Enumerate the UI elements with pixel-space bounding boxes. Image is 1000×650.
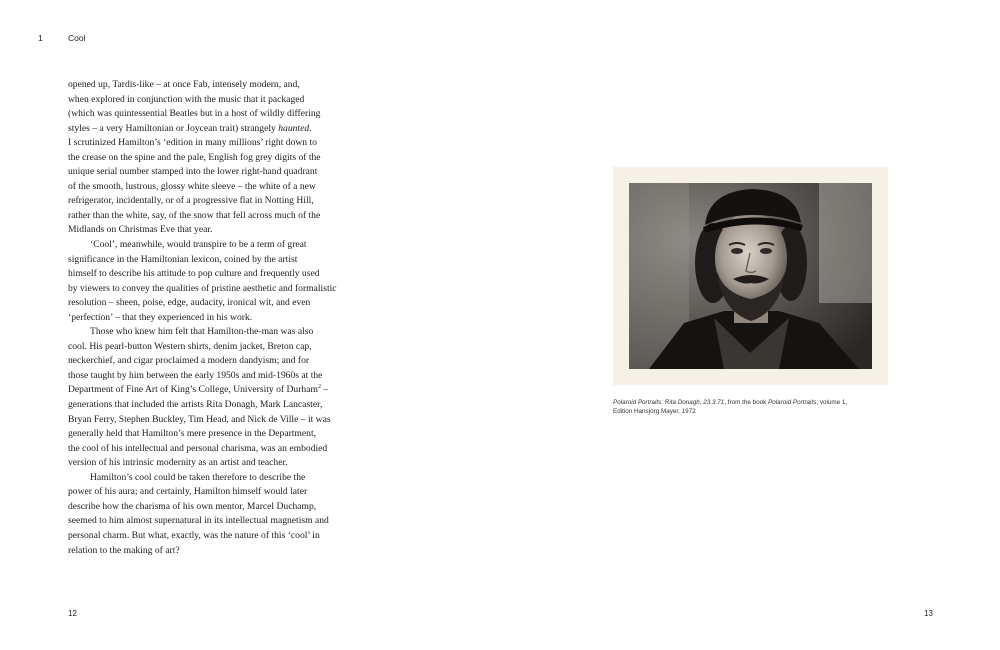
text-line: opened up, Tardis-like – at once Fab, intensely modern, and, bbox=[68, 79, 300, 90]
caption-line-1: Polaroid Portraits: Rita Donagh, 23.3.71, from the book Polaroid Portraits, volume 1, bbox=[613, 399, 848, 406]
text-line: ‘Cool’, meanwhile, would transpire to be a term of great bbox=[90, 239, 307, 251]
text-line: generally held that Hamilton’s mere presence in the Department, bbox=[68, 428, 317, 440]
text-line: personal charm. But what, exactly, was the nature of this ‘cool’ in bbox=[68, 529, 320, 541]
text-line: rather than the white, say, of the snow that fell across much of the bbox=[68, 209, 321, 221]
text-line: styles – a very Hamiltonian or Joycean trait) strangely haunted. bbox=[68, 122, 312, 134]
text-line: unique serial number stamped into the lower right-hand quadrant bbox=[68, 166, 318, 178]
text-line: of the smooth, lustrous, glossy white sleeve – the white of a new bbox=[68, 180, 316, 192]
text-line: Those who knew him felt that Hamilton-the-man was also bbox=[90, 326, 314, 338]
text-line: ‘perfection’ – that they experienced in his work. bbox=[68, 311, 253, 323]
emphasis-haunted: haunted bbox=[278, 122, 310, 134]
page-number-left: 12 bbox=[68, 609, 77, 618]
text-line: when explored in conjunction with the music that it packaged bbox=[68, 93, 305, 105]
text-line: power of his aura; and certainly, Hamilton himself would later bbox=[68, 486, 308, 498]
text-line: cool. His pearl-button Western shirts, denim jacket, Breton cap, bbox=[68, 340, 312, 352]
text-line: the crease on the spine and the pale, English fog grey digits of the bbox=[68, 151, 321, 163]
text-line: resolution – sheen, poise, edge, audacity, ironical wit, and even bbox=[68, 297, 311, 309]
footnote-marker[interactable]: 2 bbox=[317, 384, 321, 391]
text-line: (which was quintessential Beatles but in a host of wildly differing bbox=[68, 108, 321, 120]
page-number-right: 13 bbox=[924, 609, 933, 618]
photo-figure bbox=[613, 167, 888, 385]
chapter-number: 1 bbox=[38, 33, 43, 43]
portrait-photo bbox=[629, 183, 872, 369]
text-line: Bryan Ferry, Stephen Buckley, Tim Head, and Nick de Ville – it was bbox=[68, 413, 331, 425]
figure-caption bbox=[613, 398, 913, 417]
portrait-image bbox=[629, 183, 872, 369]
text-line: neckerchief, and cigar proclaimed a modern dandyism; and for bbox=[68, 355, 310, 367]
text-line: I scrutinized Hamilton’s ‘edition in many millions’ right down to bbox=[68, 137, 317, 149]
text-line: Midlands on Christmas Eve that year. bbox=[68, 224, 213, 236]
text-line: himself to describe his attitude to pop culture and frequently used bbox=[68, 268, 320, 280]
text-line: Hamilton’s cool could be taken therefore to describe the bbox=[90, 471, 306, 483]
text-line: version of his intrinsic modernity as an artist and teacher. bbox=[68, 457, 288, 469]
text-line: describe how the charisma of his own mentor, Marcel Duchamp, bbox=[68, 500, 317, 512]
text-line: relation to the making of art? bbox=[68, 544, 180, 556]
text-line: those taught by him between the early 1950s and mid-1960s at the bbox=[68, 369, 323, 381]
text-line: refrigerator, incidentally, or of a progressive flat in Notting Hill, bbox=[68, 195, 314, 207]
text-line: the cool of his intellectual and personal charisma, was an embodied bbox=[68, 442, 328, 454]
text-line: by viewers to convey the qualities of pristine aesthetic and formalistic bbox=[68, 282, 337, 294]
text-line-content: generations that included the artists Rita Donagh, Mark Lancaster, bbox=[68, 399, 323, 411]
text-line bbox=[68, 398, 348, 413]
caption-line-2: Edition Hansjorg Mayer, 1972 bbox=[613, 408, 696, 416]
text-line: seemed to him almost supernatural in its intellectual magnetism and bbox=[68, 515, 329, 527]
chapter-title: Cool bbox=[68, 33, 86, 43]
text-line: significance in the Hamiltonian lexicon, coined by the artist bbox=[68, 253, 298, 265]
text-line: Department of Fine Art of King’s College, University of Durham$^2$ – bbox=[68, 384, 329, 396]
running-header bbox=[38, 33, 85, 43]
body-text bbox=[68, 78, 348, 558]
